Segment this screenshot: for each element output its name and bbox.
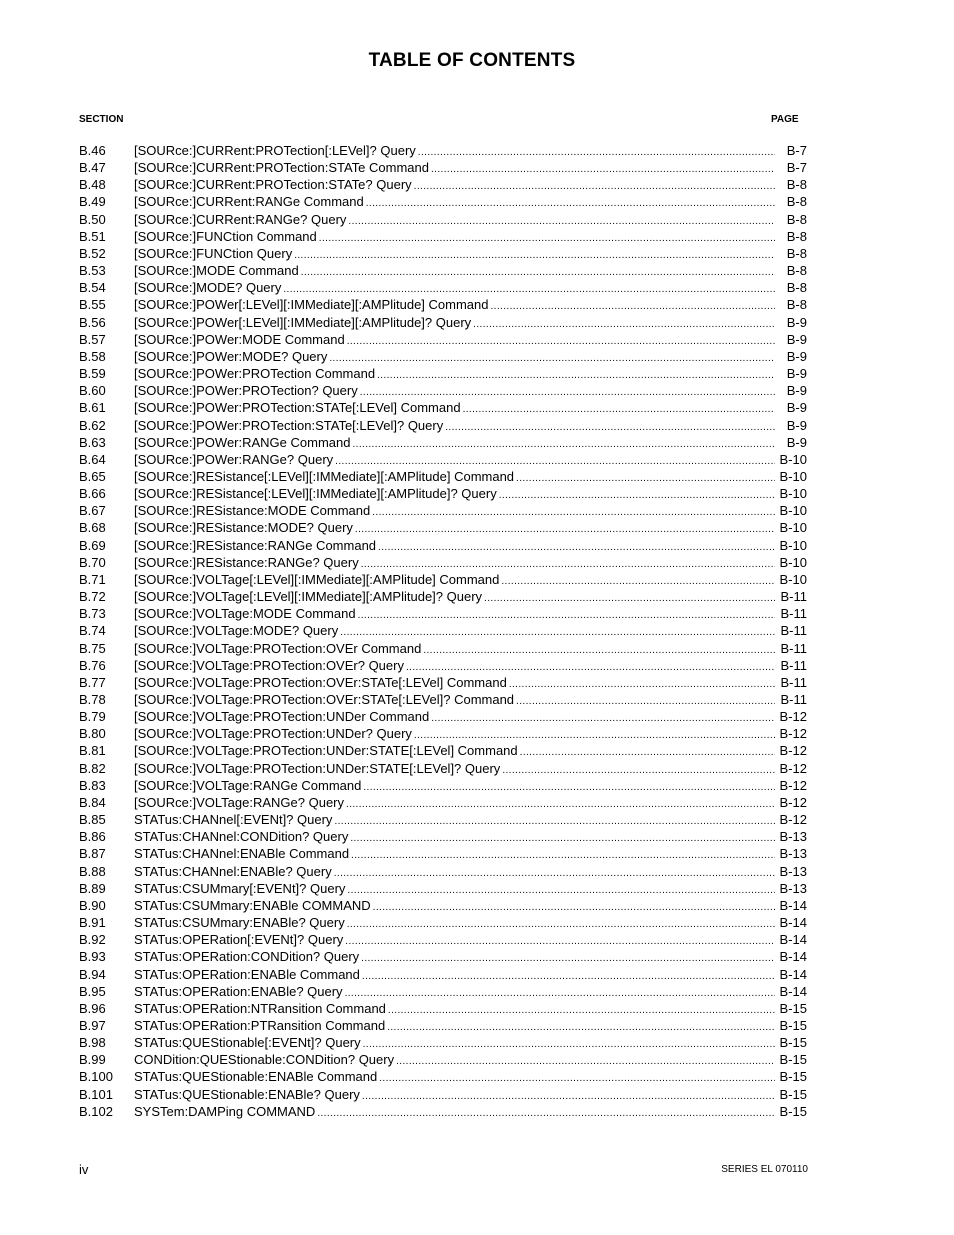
toc-entry-number: B.95 [79, 983, 106, 999]
toc-entry-page: B-8 [786, 228, 807, 244]
toc-entry [79, 931, 807, 948]
toc-entry-title: STATus:CHANnel:ENABle? Query [134, 863, 332, 879]
toc-entry [79, 914, 807, 931]
toc-entry [79, 331, 807, 348]
toc-entry [79, 176, 807, 193]
toc-entry [79, 863, 807, 880]
toc-entry-title: [SOURce:]MODE? Query [134, 280, 282, 296]
footer-series: SERIES EL 070110 [721, 1164, 808, 1175]
toc-entry-title: STATus:OPERation:CONDition? Query [134, 949, 360, 965]
toc-entry-title: [SOURce:]VOLTage:PROTection:UNDer? Query [134, 726, 412, 742]
toc-entry-page: B-13 [779, 829, 807, 845]
dot-leader [317, 1105, 775, 1122]
toc-entry-title: [SOURce:]VOLTage:PROTection:OVEr:STATe[:LEVel]? Command [134, 692, 515, 707]
toc-entry-title: [SOURce:]POWer:RANGe Command [134, 434, 351, 450]
toc-entry [79, 537, 807, 554]
toc-entry-page: B-15 [779, 1052, 807, 1068]
toc-entry-page: B-12 [779, 709, 807, 725]
toc-entry-title: [SOURce:]VOLTage:RANGe Command [134, 777, 362, 793]
toc-entry-number: B.87 [79, 846, 106, 862]
toc-entry [79, 1051, 807, 1068]
toc-entry-number: B.97 [79, 1017, 106, 1033]
toc-entry-number: B.46 [79, 143, 106, 158]
toc-entry-title: [SOURce:]CURRent:RANGe Command [134, 194, 364, 210]
toc-entry-number: B.99 [79, 1052, 106, 1068]
toc-entry-number: B.100 [79, 1069, 113, 1085]
toc-entry [79, 674, 807, 691]
toc-entry-number: B.64 [79, 451, 106, 467]
toc-entry [79, 502, 807, 519]
toc-entry [79, 691, 807, 708]
toc-entry-page: B-10 [779, 571, 807, 587]
toc-entry [79, 657, 807, 674]
toc-entry-page: B-11 [780, 674, 807, 690]
toc-entry-title: [SOURce:]RESistance[:LEVel][:IMMediate][:AMPlitude] Command [134, 468, 515, 484]
toc-entry [79, 228, 807, 245]
toc-entry-title: STATus:QUEStionable[:EVENt]? Query [134, 1035, 361, 1051]
toc-entry [79, 760, 807, 777]
toc-entry-page: B-10 [779, 554, 807, 570]
toc-entry [79, 794, 807, 811]
toc-entry [79, 948, 807, 965]
toc-entry-title: [SOURce:]RESistance:RANGe Command [134, 537, 377, 553]
toc-entry-title: STATus:CHANnel:ENABle Command [134, 846, 350, 862]
toc-entry-page: B-8 [786, 263, 807, 279]
toc-entry-title: [SOURce:]POWer:MODE? Query [134, 348, 328, 364]
toc-entry-number: B.59 [79, 366, 106, 382]
page-title: TABLE OF CONTENTS [368, 50, 576, 71]
toc-entry-title: [SOURce:]MODE Command [134, 263, 299, 279]
section-column-header: SECTION [79, 114, 124, 125]
toc-entry [79, 708, 807, 725]
toc-entry-title: STATus:CSUMmary:ENABle COMMAND [134, 897, 371, 913]
toc-entry-page: B-14 [779, 915, 807, 931]
toc-entry-page: B-10 [779, 537, 807, 553]
page-column-header: PAGE [771, 114, 799, 125]
toc-entry [79, 588, 807, 605]
toc-entry [79, 211, 807, 228]
toc-entry [79, 897, 807, 914]
toc-entry-number: B.63 [79, 434, 106, 450]
toc-entry-number: B.72 [79, 589, 106, 605]
toc-entry-page: B-10 [779, 520, 807, 536]
toc-entry-title: [SOURce:]FUNCtion Command [134, 228, 317, 244]
toc-entry-number: B.77 [79, 674, 106, 690]
toc-entry [79, 725, 807, 742]
toc-entry-page: B-11 [780, 640, 807, 656]
toc-entry-title: [SOURce:]CURRent:RANGe? Query [134, 211, 347, 227]
toc-entry-page: B-15 [779, 1069, 807, 1085]
toc-entry [79, 640, 807, 657]
toc-entry-number: B.50 [79, 211, 106, 227]
toc-entry-page: B-9 [786, 314, 807, 330]
toc-entry-number: B.71 [79, 571, 106, 587]
toc-entry-title: STATus:CSUMmary:ENABle? Query [134, 915, 345, 931]
toc-entry-page: B-8 [786, 245, 807, 261]
toc-entry-title: STATus:QUEStionable:ENABle Command [134, 1069, 378, 1085]
toc-entry [79, 777, 807, 794]
toc-entry-title: STATus:OPERation:NTRansition Command [134, 1000, 386, 1016]
toc-entry [79, 880, 807, 897]
toc-entry-number: B.65 [79, 468, 106, 484]
toc-entry-number: B.91 [79, 915, 106, 931]
toc-entry-page: B-8 [786, 297, 807, 313]
toc-entry-number: B.73 [79, 606, 106, 622]
toc-entry [79, 519, 807, 536]
toc-entry-page: B-15 [779, 1103, 807, 1119]
toc-entry-number: B.62 [79, 417, 106, 433]
toc-entry-number: B.79 [79, 709, 106, 725]
toc-entry [79, 828, 807, 845]
toc-entry-number: B.101 [79, 1086, 113, 1102]
toc-entry [79, 845, 807, 862]
toc-entry [79, 245, 807, 262]
toc-entry-page: B-11 [780, 657, 807, 673]
toc-entry-title: [SOURce:]POWer:RANGe? Query [134, 451, 334, 467]
toc-entry-number: B.94 [79, 966, 106, 982]
toc-entry-page: B-8 [786, 211, 807, 227]
toc-entry-number: B.89 [79, 880, 106, 896]
toc-entry-title: [SOURce:]CURRent:PROTection:STATe? Query [134, 177, 412, 193]
toc-entry-page: B-15 [779, 1086, 807, 1102]
toc-entry-number: B.58 [79, 348, 106, 364]
toc-entry-number: B.81 [79, 743, 106, 759]
toc-entry-title: [SOURce:]POWer[:LEVel][:IMMediate][:AMPlitude]? Query [134, 314, 472, 330]
toc-entry [79, 1103, 807, 1120]
toc-entry [79, 142, 807, 159]
toc-entry-number: B.86 [79, 829, 106, 845]
toc-entry-number: B.83 [79, 777, 106, 793]
toc-entry [79, 742, 807, 759]
toc-entry-number: B.90 [79, 897, 106, 913]
toc-entry-title: [SOURce:]VOLTage[:LEVel][:IMMediate][:AMPlitude] Command [134, 571, 500, 587]
toc-entry-title: [SOURce:]RESistance:MODE Command [134, 503, 371, 519]
toc-entry [79, 314, 807, 331]
toc-entry-page: B-14 [779, 983, 807, 999]
toc-entry-number: B.88 [79, 863, 106, 879]
toc-entry-number: B.93 [79, 949, 106, 965]
toc-entry-title: [SOURce:]POWer:MODE Command [134, 331, 345, 347]
toc-entry-number: B.53 [79, 263, 106, 279]
toc-entry [79, 554, 807, 571]
toc-entry [79, 485, 807, 502]
toc-entry [79, 811, 807, 828]
toc-entry-page: B-10 [779, 468, 807, 484]
toc-entry-title: STATus:OPERation:PTRansition Command [134, 1017, 386, 1033]
toc-entry-number: B.75 [79, 640, 106, 656]
toc-entry-title: [SOURce:]POWer:PROTection Command [134, 366, 376, 382]
footer-page-number: iv [79, 1162, 89, 1177]
toc-entry-title: CONDition:QUEStionable:CONDition? Query [134, 1052, 395, 1068]
toc-entry-number: B.82 [79, 760, 106, 776]
toc-entry-title: [SOURce:]RESistance:RANGe? Query [134, 554, 359, 570]
toc-entry-page: B-15 [779, 1000, 807, 1016]
toc-entry-title: [SOURce:]CURRent:PROTection:STATe Command [134, 160, 429, 176]
toc-entry [79, 434, 807, 451]
toc-entry-page: B-15 [779, 1035, 807, 1051]
toc-entry [79, 622, 807, 639]
toc-entry-page: B-11 [780, 606, 807, 622]
toc-entry-number: B.96 [79, 1000, 106, 1016]
toc-entry [79, 417, 807, 434]
toc-entry-page: B-10 [779, 451, 807, 467]
toc-entry-number: B.78 [79, 692, 106, 707]
toc-entry-page: B-9 [786, 417, 807, 433]
toc-entry-number: B.76 [79, 657, 106, 673]
toc-entry-number: B.60 [79, 383, 106, 399]
toc-entry-title: [SOURce:]POWer:PROTection:STATe[:LEVel] Command [134, 400, 461, 416]
toc-entry-number: B.52 [79, 245, 106, 261]
toc-entry-title: STATus:CHANnel:CONDition? Query [134, 829, 349, 845]
toc-entry-title: [SOURce:]VOLTage:PROTection:OVEr:STATe[:LEVel] Command [134, 674, 507, 690]
toc-entry-page: B-13 [779, 880, 807, 896]
toc-entry-number: B.49 [79, 194, 106, 210]
toc-entry-number: B.55 [79, 297, 106, 313]
toc-entry-title: STATus:OPERation:ENABle Command [134, 966, 360, 982]
toc-entry-title: [SOURce:]RESistance:MODE? Query [134, 520, 353, 536]
toc-entry-number: B.54 [79, 280, 106, 296]
toc-entry-page: B-14 [779, 932, 807, 948]
toc-entry-number: B.80 [79, 726, 106, 742]
toc-entry [79, 1000, 807, 1017]
toc-entry-number: B.61 [79, 400, 106, 416]
toc-entry [79, 348, 807, 365]
toc-entry-page: B-8 [786, 177, 807, 193]
toc-entry-page: B-9 [786, 366, 807, 382]
toc-entry-number: B.92 [79, 932, 106, 948]
toc-entry [79, 605, 807, 622]
toc-entry [79, 365, 807, 382]
toc-entry-page: B-7 [786, 143, 807, 158]
toc-entry [79, 399, 807, 416]
toc-entry-page: B-14 [779, 949, 807, 965]
toc-entry-title: [SOURce:]VOLTage:MODE Command [134, 606, 356, 622]
toc-entry-page: B-12 [779, 743, 807, 759]
toc-entry-page: B-14 [779, 966, 807, 982]
toc-entry-title: [SOURce:]VOLTage:PROTection:UNDer:STATE[:LEVel] Command [134, 743, 518, 759]
toc-entry-title: [SOURce:]VOLTage:MODE? Query [134, 623, 339, 639]
toc-entry-page: B-12 [779, 812, 807, 828]
toc-entry-page: B-10 [779, 486, 807, 502]
toc-entry-number: B.69 [79, 537, 106, 553]
toc-entry-title: STATus:QUEStionable:ENABle? Query [134, 1086, 360, 1102]
toc-entry-title: SYSTem:DAMPing COMMAND [134, 1103, 316, 1119]
toc-entry-number: B.68 [79, 520, 106, 536]
toc-entry-number: B.74 [79, 623, 106, 639]
toc-entry-title: [SOURce:]POWer:PROTection? Query [134, 383, 358, 399]
toc-entry-page: B-13 [779, 846, 807, 862]
toc-entry-page: B-11 [780, 692, 807, 707]
toc-entry-title: [SOURce:]RESistance[:LEVel][:IMMediate][:AMPlitude]? Query [134, 486, 497, 502]
toc-entry-page: B-13 [779, 863, 807, 879]
toc-entry-page: B-7 [786, 160, 807, 176]
toc-entry [79, 966, 807, 983]
toc-entry [79, 382, 807, 399]
toc-entry-page: B-9 [786, 331, 807, 347]
toc-entry-title: STATus:CSUMmary[:EVENt]? Query [134, 880, 346, 896]
toc-entry-title: [SOURce:]VOLTage:PROTection:UNDer Command [134, 709, 430, 725]
toc-entry-number: B.85 [79, 812, 106, 828]
toc-entry-page: B-9 [786, 383, 807, 399]
toc-entry-title: [SOURce:]VOLTage:RANGe? Query [134, 794, 345, 810]
toc-entry [79, 1017, 807, 1034]
toc-entry-title: [SOURce:]FUNCtion Query [134, 245, 293, 261]
toc-entry-page: B-12 [779, 777, 807, 793]
toc-entry [79, 159, 807, 176]
toc-entry-page: B-12 [779, 760, 807, 776]
toc-entry-title: [SOURce:]VOLTage:PROTection:OVEr? Query [134, 657, 404, 673]
toc-entry [79, 571, 807, 588]
toc-entry-body [134, 1103, 775, 1122]
toc-list [79, 142, 807, 1120]
toc-entry [79, 296, 807, 313]
toc-entry-title: [SOURce:]VOLTage:PROTection:UNDer:STATE[:LEVel]? Query [134, 760, 501, 776]
toc-entry-number: B.102 [79, 1103, 113, 1119]
toc-entry [79, 1034, 807, 1051]
toc-entry-page: B-8 [786, 194, 807, 210]
toc-entry-number: B.51 [79, 228, 106, 244]
toc-entry-number: B.66 [79, 486, 106, 502]
toc-entry-number: B.70 [79, 554, 106, 570]
toc-entry-number: B.47 [79, 160, 106, 176]
toc-entry-title: [SOURce:]POWer:PROTection:STATe[:LEVel]? Query [134, 417, 444, 433]
toc-entry [79, 279, 807, 296]
toc-entry-page: B-11 [780, 623, 807, 639]
toc-entry-page: B-15 [779, 1017, 807, 1033]
toc-entry-page: B-12 [779, 794, 807, 810]
toc-entry [79, 1068, 807, 1085]
toc-entry-number: B.57 [79, 331, 106, 347]
toc-entry [79, 193, 807, 210]
toc-entry [79, 1086, 807, 1103]
toc-entry-title: [SOURce:]CURRent:PROTection[:LEVel]? Query [134, 143, 416, 158]
toc-entry-title: STATus:CHANnel[:EVENt]? Query [134, 812, 333, 828]
toc-entry-page: B-9 [786, 434, 807, 450]
toc-entry-number: B.67 [79, 503, 106, 519]
toc-entry-page: B-14 [779, 897, 807, 913]
toc-entry [79, 262, 807, 279]
toc-entry [79, 468, 807, 485]
toc-entry-title: [SOURce:]VOLTage:PROTection:OVEr Command [134, 640, 422, 656]
toc-entry-page: B-10 [779, 503, 807, 519]
toc-entry-title: [SOURce:]POWer[:LEVel][:IMMediate][:AMPlitude] Command [134, 297, 489, 313]
toc-entry-number: B.84 [79, 794, 106, 810]
toc-entry-title: [SOURce:]VOLTage[:LEVel][:IMMediate][:AMPlitude]? Query [134, 589, 483, 605]
toc-entry-number: B.56 [79, 314, 106, 330]
toc-entry-page: B-12 [779, 726, 807, 742]
toc-entry-page: B-9 [786, 348, 807, 364]
toc-entry [79, 451, 807, 468]
toc-entry-number: B.98 [79, 1035, 106, 1051]
toc-entry-page: B-8 [786, 280, 807, 296]
toc-entry-page: B-9 [786, 400, 807, 416]
toc-entry-title: STATus:OPERation[:EVENt]? Query [134, 932, 344, 948]
toc-entry-page: B-11 [780, 589, 807, 605]
toc-entry-title: STATus:OPERation:ENABle? Query [134, 983, 343, 999]
toc-entry-number: B.48 [79, 177, 106, 193]
toc-entry [79, 983, 807, 1000]
